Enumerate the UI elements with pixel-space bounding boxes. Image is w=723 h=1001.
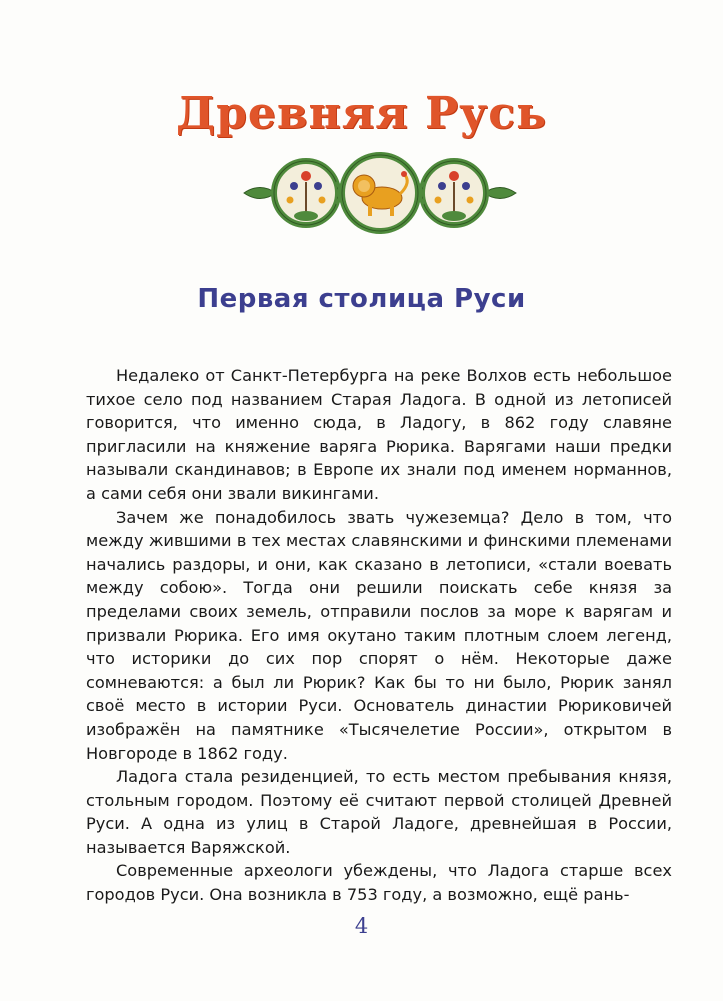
- page-number: 4: [354, 914, 369, 938]
- paragraph: Современные археологи убеждены, что Ладога старше всех городов Руси. Она возникла в 753 году, а возможно, ещё рань-: [86, 861, 672, 905]
- page-heading: Древняя Русь: [176, 88, 547, 139]
- paragraph: Ладога стала резиденцией, то есть местом пребывания князя, стольным городом. Поэтому её считают первой столицей Древней Руси. А одна из улиц в Старой Ладоге, древнейшая в России, называется Варяжской.: [86, 767, 672, 857]
- paragraph: Недалеко от Санкт-Петербурга на реке Волхов есть небольшое тихое село под названием Старая Ладога. В одной из летописей говорится, что именно сюда, в Ладогу, в 862 году славяне пригласили на княжение варяга Рюрика. Варягами наши предки называли скандинавов; в Европе их знали под именем норманнов, а сами себя они звали викингами.: [86, 366, 672, 503]
- paragraph: Зачем же понадобилось звать чужеземца? Дело в том, что между жившими в тех местах славянскими и финскими племенами начались раздоры, и они, как сказано в летописи, «стали воевать между собою». Тогда они решили поискать себе князя за пределами своих земель, отправили послов за море к варягам и призвали Рюрика. Его имя окутано таким плотным слоем легенд, что историки до сих пор спорят о нём. Некоторые даже сомневаются: а был ли Рюрик? Как бы то ни было, Рюрик занял своё место в истории Руси. Основатель династии Рюриковичей изображён на памятнике «Тысячелетие России», открытом в Новгороде в 1862 году.: [86, 507, 672, 763]
- decorative-lion-ornament-icon: [240, 152, 520, 234]
- section-title: Первая столица Руси: [197, 284, 526, 314]
- body-text: [86, 364, 672, 907]
